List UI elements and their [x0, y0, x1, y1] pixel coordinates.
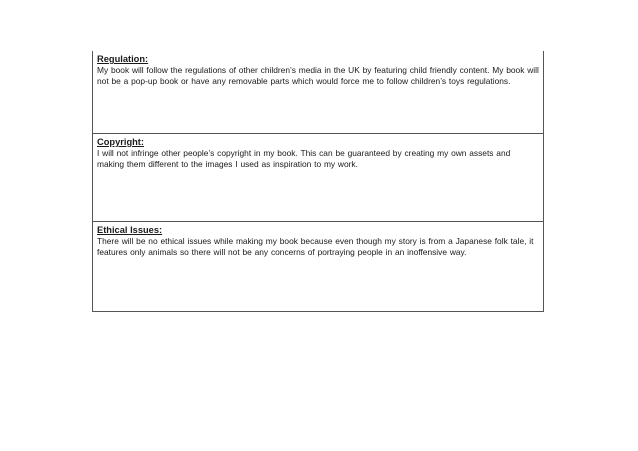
copyright-heading: Copyright: [97, 137, 144, 147]
regulation-section [93, 51, 543, 133]
copyright-section [93, 133, 543, 221]
ethical-issues-section [93, 221, 543, 312]
copyright-text: I will not infringe other people’s copyright in my book. This can be guaranteed by creating my own assets and making them different to the images I used as inspiration to my work. [97, 148, 511, 169]
ethical-issues-heading: Ethical Issues: [97, 225, 163, 235]
regulation-heading: Regulation: [97, 54, 149, 64]
ethical-issues-text: There will be no ethical issues while making my book because even though my story is from a Japanese folk tale, it features only animals so there will not be any concerns of portraying people in an inoffensive way. [97, 236, 534, 257]
document-table [92, 51, 544, 312]
regulation-text: My book will follow the regulations of other children’s media in the UK by featuring child friendly content. My book will not be a pop-up book or have any removable parts which would force me to follow children’s toys regulations. [97, 65, 539, 86]
